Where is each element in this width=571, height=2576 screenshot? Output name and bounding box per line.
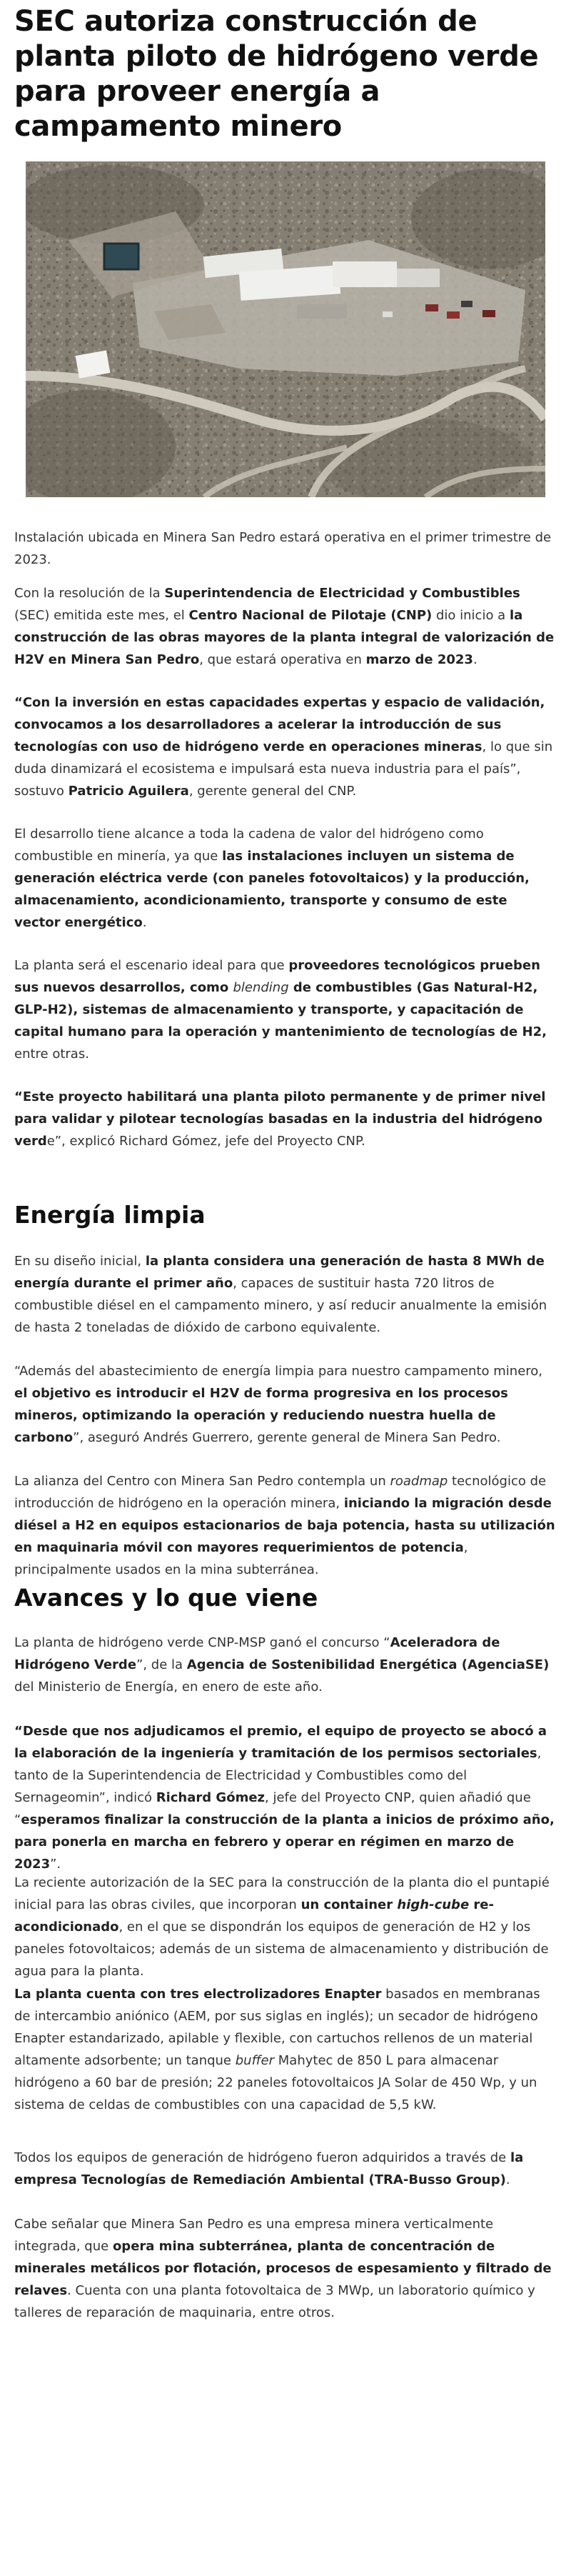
text-run: esperamos finalizar la construcción de la planta a inicios de próximo año, para ponerla en marcha en febrero y operar en régimen en marzo de 2023 [14,1812,555,1872]
text-run: “Con la inversión en estas capacidades expertas y espacio de validación, convocamos a los desarrolladores a acelerar la introducción de sus tecnologías con uso de hidrógeno verde en operaciones mineras [14,695,545,754]
paragraph-11 [14,1872,557,1982]
text-run: Cabe señalar que Minera San Pedro es una empresa minera verticalmente integrada, que [14,2217,494,2254]
text-run: Mahytec de 850 L para almacenar hidrógeno a 60 bar de presión; 22 paneles fotovoltaicos JA Solar de 450 Wp, y un sistema de celdas de combustibles con una capacidad de 5,5 kW. [14,2053,537,2112]
text-run: “Desde que nos adjudicamos el premio, el equipo de proyecto se abocó a la elaboración de la ingeniería y tramitación de los permisos sectoriales [14,1724,547,1761]
text-run: de combustibles (Gas Natural-H2, GLP-H2), sistemas de almacenamiento y transporte, y capacitación de capital humano para la operación y mantenimiento de tecnologías de H2, [14,980,547,1039]
text-run: Richard Gómez [156,1790,266,1805]
text-run: , gerente general del CNP. [188,784,357,799]
text-run: e”, explicó Richard Gómez, jefe del Proyecto CNP. [46,1134,365,1149]
text-run: la empresa Tecnologías de Remediación Ambiental (TRA-Busso Group) [14,2150,524,2187]
text-run: dio inicio a [432,608,510,623]
text-run: proveedores tecnológicos prueben sus nuevos desarrollos, como [14,958,540,995]
paragraph-7 [14,1360,557,1449]
text-run: Agencia de Sostenibilidad Energética (AgenciaSE) [186,1657,550,1672]
text-run: , lo que sin duda dinamizará el ecosistema e impulsará esta nueva industria para el país”, sostuvo [14,739,553,799]
text-run: Todos los equipos de generación de hidrógeno fueron adquiridos a través de [14,2150,510,2165]
text-run: . Cuenta con una planta fotovoltaica de 3 MWp, un laboratorio químico y talleres de reparación de maquinaria, entre otros. [14,2283,535,2320]
text-run: roadmap [390,1474,448,1489]
text-run: . [473,652,477,667]
paragraph-6 [14,1250,557,1339]
text-run: La alianza del Centro con Minera San Pedro contempla un [14,1474,390,1489]
paragraph-3 [14,823,557,934]
text-run: el objetivo es introducir el H2V de forma progresiva en los procesos mineros, optimizando la operación y reduciendo nuestra huella de carbono [14,1386,508,1445]
text-run: En su diseño inicial, [14,1254,146,1269]
paragraph-9 [14,1632,557,1698]
paragraph-2 [14,692,557,802]
text-run: re-acondicionado [14,1897,494,1935]
paragraph-1 [14,582,557,671]
text-run: high-cube [397,1897,470,1912]
text-run: la planta considera una generación de hasta 8 MWh de energía durante el primer año [14,1254,545,1291]
text-run: Aceleradora de Hidrógeno Verde [14,1635,500,1672]
text-run: (SEC) emitida este mes, el [14,608,189,623]
text-run: La planta de hidrógeno verde CNP-MSP ganó el concurso “ [14,1635,390,1650]
text-run: . [505,2172,510,2187]
text-run: ”. [50,1857,61,1872]
text-run: , capaces de sustituir hasta 720 litros de combustible diésel en el campamento minero, y así reducir anualmente la emisión de hasta 2 toneladas de dióxido de carbono equivalente. [14,1276,547,1335]
text-run: basados en membranas de intercambio aniónico (AEM, por sus siglas en inglés); un secador de hidrógeno Enapter estandarizado, apilable y flexible, con cartuchos rellenos de un material altamente adsorbente; un tanque [14,1987,540,2068]
text-run: opera mina subterránea, planta de concentración de minerales metálicos por flotación, procesos de espesamiento y filtrado de relaves [14,2239,552,2298]
article-photo [26,161,545,497]
text-run: , que estará operativa en [199,652,366,667]
text-run: “Este proyecto habilitará una planta piloto permanente y de primer nivel para validar y pilotear tecnologías basadas en la industria del hidrógeno verd [14,1089,546,1149]
text-run: un container [300,1897,398,1912]
text-run: Patricio Aguilera [68,784,189,799]
text-run: Con la resolución de la [14,586,165,601]
text-run: buffer [235,2053,275,2068]
text-run: . [142,915,147,930]
paragraph-12 [14,1983,557,2116]
photo-caption: Instalación ubicada en Minera San Pedro estará operativa en el primer trimestre de 2023. [14,530,552,567]
text-run: La planta será el escenario ideal para que [14,958,289,973]
section-heading-energia: Energía limpia [14,1201,206,1229]
text-run: , en el que se dispondrán los equipos de generación de H2 y los paneles fotovoltaicos; además de un sistema de almacenamiento y distribución de agua para la planta. [14,1919,549,1979]
text-run: tecnológico de introducción de hidrógeno en la operación minera, [14,1474,547,1511]
text-run: las instalaciones incluyen un sistema de generación eléctrica verde (con paneles fotovoltaicos) y la producción, almacenamiento, acondicionamiento, transporte y consumo de este vector energético [14,849,530,930]
paragraph-13 [14,2147,557,2191]
text-run: iniciando la migración desde diésel a H2 en equipos estacionarios de baja potencia, hasta su utilización en maquinaria móvil con mayores requerimientos de potencia [14,1496,555,1555]
text-run: blending [233,980,289,995]
paragraph-8 [14,1470,557,1581]
text-run: ”, aseguró Andrés Guerrero, gerente general de Minera San Pedro. [73,1430,501,1445]
article-title: SEC autoriza construcción de planta piloto de hidrógeno verde para proveer energía a campamento minero [14,5,539,143]
text-run: del Ministerio de Energía, en enero de este año. [14,1679,323,1694]
text-run: Superintendencia de Electricidad y Combustibles [164,586,520,601]
text-run: ”, de la [136,1657,187,1672]
text-run: La planta cuenta con tres electrolizadores Enapter [14,1987,382,2002]
text-run: , tanto de la Superintendencia de Electricidad y Combustibles como del Sernageomin”, indicó [14,1746,542,1805]
paragraph-10 [14,1720,557,1875]
text-run: marzo de 2023 [365,652,473,667]
paragraph-4 [14,954,557,1065]
text-run: El desarrollo tiene alcance a toda la cadena de valor del hidrógeno como combustible en minería, ya que [14,827,484,864]
text-run: , principalmente usados en la mina subterránea. [14,1540,468,1577]
paragraph-14 [14,2213,557,2324]
text-run: , jefe del Proyecto CNP, quien añadió que “ [14,1790,531,1827]
text-run: “Además del abastecimiento de energía limpia para nuestro campamento minero, [14,1364,543,1379]
paragraph-5 [14,1086,557,1152]
text-run: entre otras. [14,1047,89,1062]
section-heading-avances: Avances y lo que viene [14,1584,318,1612]
aerial-camp-image [26,161,545,497]
text-run: Centro Nacional de Pilotaje (CNP) [188,608,433,623]
text-run: la construcción de las obras mayores de la planta integral de valorización de H2V en Minera San Pedro [14,608,555,667]
text-run: La reciente autorización de la SEC para la construcción de la planta dio el puntapié inicial para las obras civiles, que incorporan [14,1875,550,1912]
